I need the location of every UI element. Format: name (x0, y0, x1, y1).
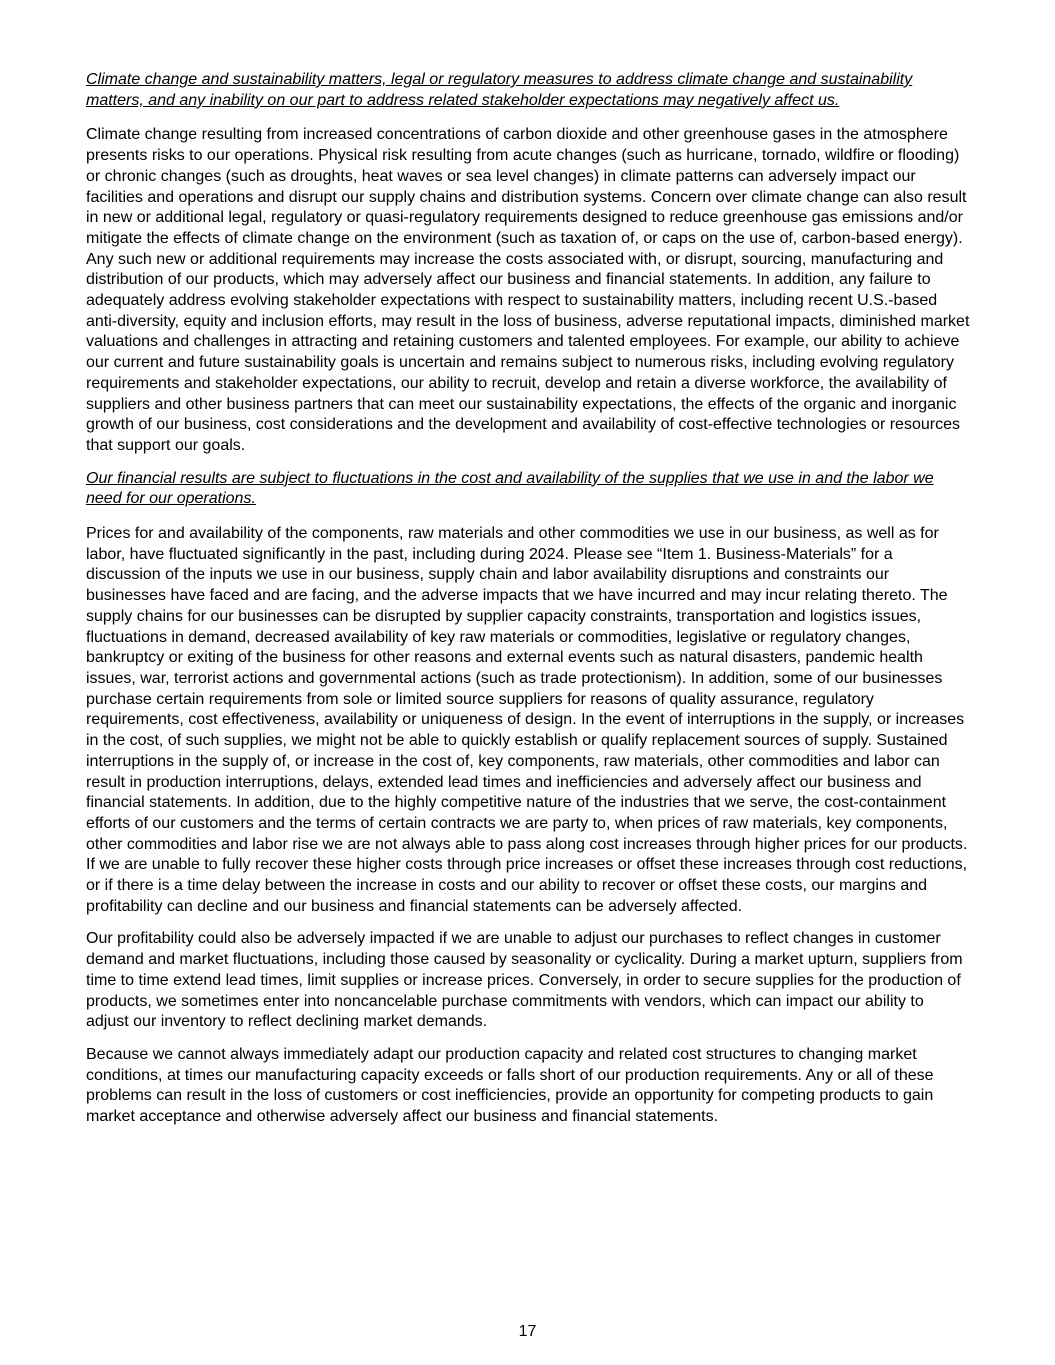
document-page (86, 70, 970, 1140)
section-heading: Climate change and sustainability matters, legal or regulatory measures to address climate change and sustainability matters, and any inability on our part to address related stakeholder expectations may negatively affect us. (86, 71, 913, 109)
body-paragraph: Prices for and availability of the components, raw materials and other commodities we use in our business, as well as for labor, have fluctuated significantly in the past, including during 2024. Please see “Item 1. Business-Materials” for a discussion of the inputs we use in our business, supply chain and labor availability disruptions and constraints our businesses have faced and are facing, and the adverse impacts that we have incurred and may incur relating thereto. The supply chains for our businesses can be disrupted by supplier capacity constraints, transportation and logistics issues, fluctuations in demand, decreased availability of key raw materials or commodities, legislative or regulatory changes, bankruptcy or exiting of the business for other reasons and external events such as natural disasters, pandemic health issues, war, terrorist actions and governmental actions (such as trade protectionism). In addition, some of our businesses purchase certain requirements from sole or limited source suppliers for reasons of quality assurance, regulatory requirements, cost effectiveness, availability or uniqueness of design. In the event of interruptions in the supply, or increases in the cost, of such supplies, we might not be able to quickly establish or qualify replacement sources of supply. Sustained interruptions in the supply of, or increase in the cost of, key components, raw materials, other commodities and labor can result in production interruptions, delays, extended lead times and inefficiencies and adversely affect our business and financial statements. In addition, due to the highly competitive nature of the industries that we serve, the cost-containment efforts of our customers and the terms of certain contracts we are party to, when prices of raw materials, key components, other commodities and labor rise we are not always able to pass along cost increases through higher prices for our products. If we are unable to fully recover these higher costs through price increases or offset these increases through cost reductions, or if there is a time delay between the increase in costs and our ability to recover or offset these costs, our margins and profitability can decline and our business and financial statements can be adversely affected. (86, 525, 968, 915)
risk-section-supplies (86, 469, 970, 1128)
page-number: 17 (518, 1323, 537, 1340)
section-heading: Our financial results are subject to fluctuations in the cost and availability of the supplies that we use in and the labor we need for our operations. (86, 469, 934, 508)
body-paragraph: Because we cannot always immediately adapt our production capacity and related cost structures to changing market conditions, at times our manufacturing capacity exceeds or falls short of our production requirements. Any or all of these problems can result in the loss of customers or cost inefficiencies, provide an opportunity for competing products to gain market acceptance and otherwise adversely affect our business and financial statements. (86, 1045, 934, 1126)
risk-section-climate (86, 70, 970, 457)
body-paragraph: Our profitability could also be adversely impacted if we are unable to adjust our purchases to reflect changes in customer demand and market fluctuations, including those caused by seasonality or cyclicality. During a market upturn, suppliers from time to time extend lead times, limit supplies or increase prices. Conversely, in order to secure supplies for the production of products, we sometimes enter into noncancelable purchase commitments with vendors, which can impact our ability to adjust our inventory to reflect declining market demands. (86, 930, 963, 1031)
body-paragraph: Climate change resulting from increased concentrations of carbon dioxide and other greenhouse gases in the atmosphere presents risks to our operations. Physical risk resulting from acute changes (such as hurricane, tornado, wildfire or flooding) or chronic changes (such as droughts, heat waves or sea level changes) in climate patterns can adversely impact our facilities and operations and disrupt our supply chains and distribution systems. Concern over climate change can also result in new or additional legal, regulatory or quasi-regulatory requirements designed to reduce greenhouse gas emissions and/or mitigate the effects of climate change on the environment (such as taxation of, or caps on the use of, carbon-based energy). Any such new or additional requirements may increase the costs associated with, or disrupt, sourcing, manufacturing and distribution of our products, which may adversely affect our business and financial statements. In addition, any failure to adequately address evolving stakeholder expectations with respect to sustainability matters, including recent U.S.-based anti-diversity, equity and inclusion efforts, may result in the loss of business, adverse reputational impacts, diminished market valuations and challenges in attracting and retaining customers and talented employees. For example, our ability to achieve our current and future sustainability goals is uncertain and remains subject to numerous risks, including evolving regulatory requirements and stakeholder expectations, our ability to recruit, develop and retain a diverse workforce, the availability of suppliers and other business partners that can meet our sustainability expectations, the effects of the organic and inorganic growth of our business, cost considerations and the development and availability of cost-effective technologies or resources that support our goals. (86, 126, 970, 454)
